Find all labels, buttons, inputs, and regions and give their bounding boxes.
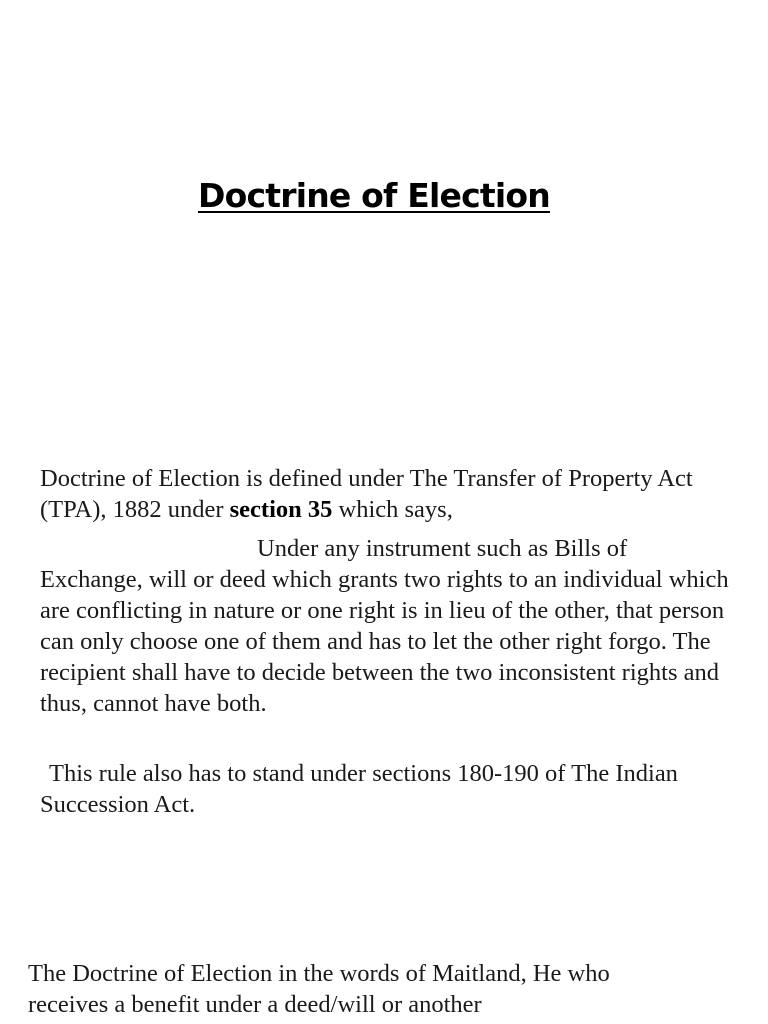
definition-text-end: which says, [332,496,453,523]
succession-act-paragraph: This rule also has to stand under sections 180-190 of The Indian Succession Act. [40,760,678,818]
explanation-paragraph: Under any instrument such as Bills of Exchange, will or deed which grants two rights to an individual which are conflicting in nature or one right is in lieu of the other, that person can only choose one of them and has to let the other right forgo. The recipient shall have to decide between the two inconsistent rights and thus, cannot have both. [40,535,729,717]
definition-paragraph [40,463,730,525]
slide-2 [0,940,768,1024]
maitland-paragraph: The Doctrine of Election in the words of Maitland, He who receives a benefit under a deed/will or another [28,960,610,1018]
definition-text-start: Doctrine of Election is defined under The Transfer of Property Act (TPA), 1882 under [40,465,693,523]
section-reference: section 35 [229,496,333,523]
slide-title: Doctrine of Election [198,176,550,215]
